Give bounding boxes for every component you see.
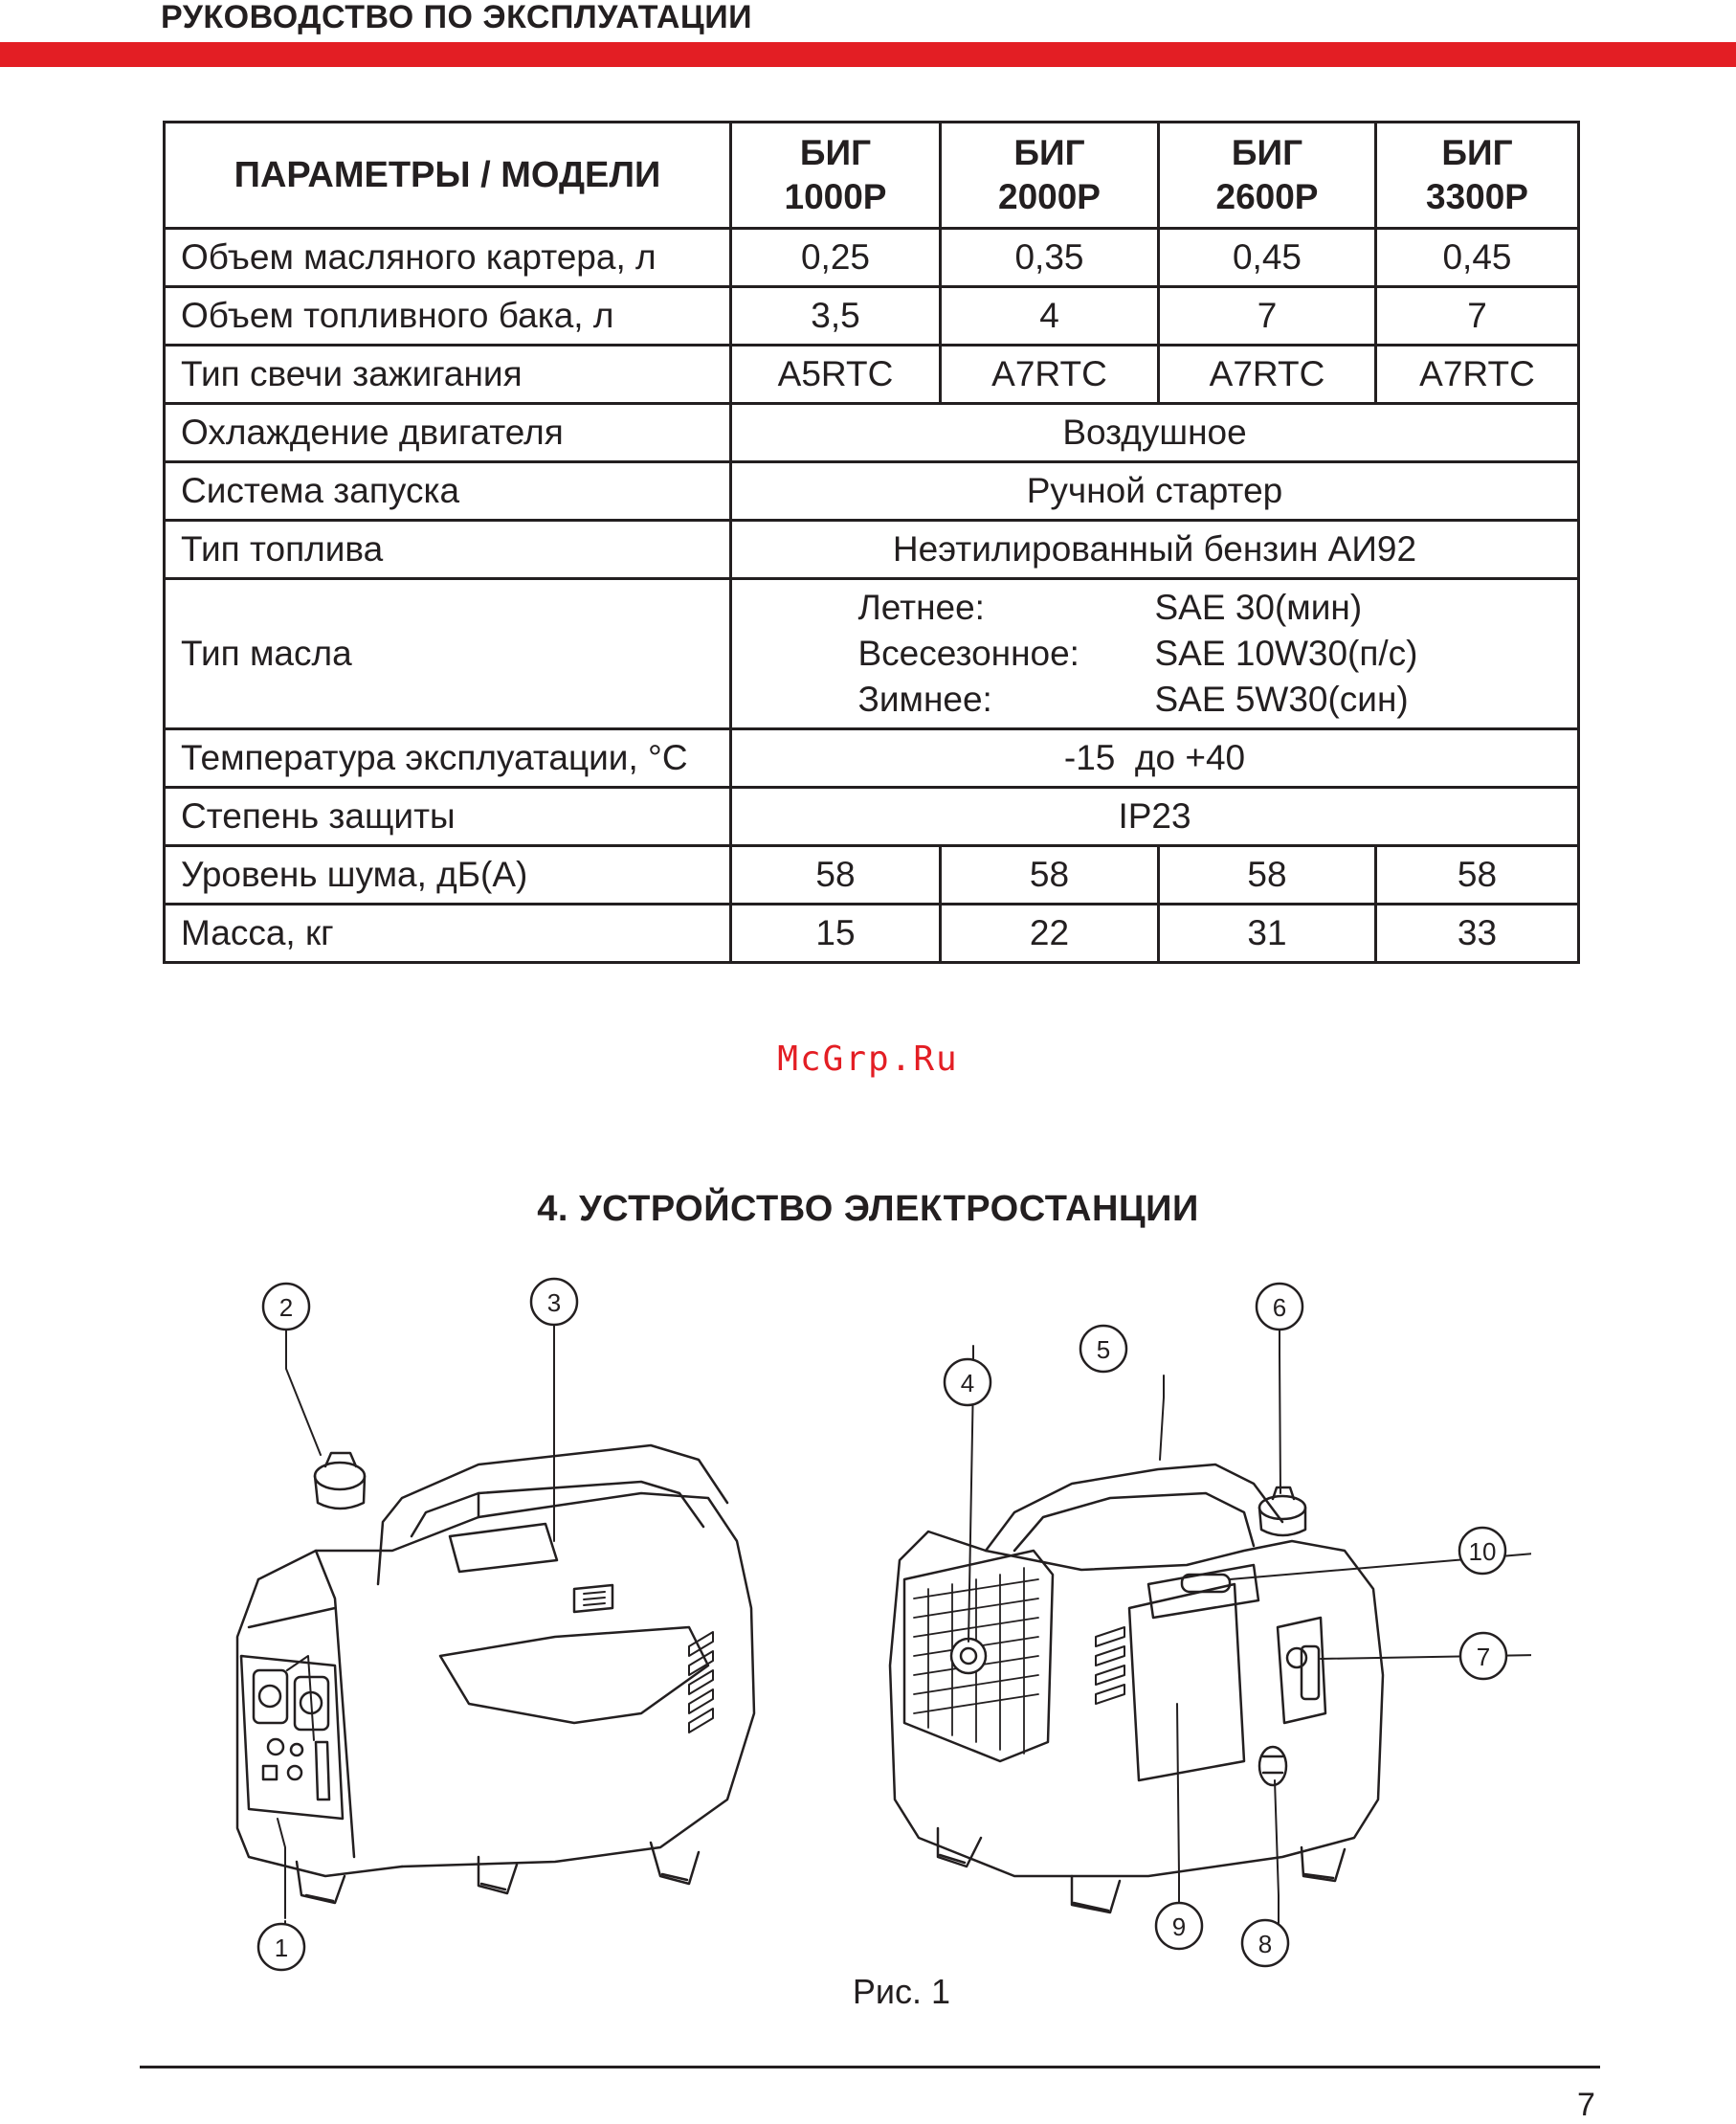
cell: 0,35 — [941, 229, 1159, 287]
oil-grade: SAE 30(мин) — [1154, 588, 1363, 627]
table-row — [165, 905, 1579, 963]
row-label: Тип масла — [165, 579, 731, 729]
row-label: Объем топливного бака, л — [165, 287, 731, 346]
callout-10 — [1459, 1528, 1505, 1574]
table-row — [165, 788, 1579, 846]
table-row — [165, 521, 1579, 579]
oil-season: Летнее: — [857, 588, 985, 627]
cell: A7RTC — [941, 346, 1159, 404]
svg-text:1: 1 — [274, 1934, 289, 1962]
cell: 0,45 — [1159, 229, 1376, 287]
row-label: Охлаждение двигателя — [165, 404, 731, 462]
cell: 3,5 — [731, 287, 941, 346]
cell: 4 — [941, 287, 1159, 346]
svg-text:8: 8 — [1257, 1930, 1273, 1958]
cell-merged: Воздушное — [731, 404, 1579, 462]
cell-merged: IP23 — [731, 788, 1579, 846]
table-row — [165, 579, 1579, 729]
callout-9 — [1156, 1903, 1202, 1949]
cell-merged: -15 до +40 — [731, 729, 1579, 788]
table-row — [165, 229, 1579, 287]
cell-merged: Ручной стартер — [731, 462, 1579, 521]
oil-season: Зимнее: — [857, 680, 992, 719]
svg-text:4: 4 — [960, 1369, 975, 1397]
header-model: БИГ 3300Р — [1376, 123, 1579, 229]
svg-text:5: 5 — [1096, 1335, 1111, 1364]
svg-text:10: 10 — [1468, 1537, 1497, 1566]
cell: A5RTC — [731, 346, 941, 404]
callout-2 — [263, 1284, 309, 1330]
row-label: Система запуска — [165, 462, 731, 521]
callout-1 — [258, 1924, 304, 1970]
table-row — [165, 729, 1579, 788]
oil-grade: SAE 5W30(син) — [1154, 680, 1409, 719]
table-row — [165, 462, 1579, 521]
footer-divider — [140, 2066, 1600, 2068]
table-header-row — [165, 123, 1579, 229]
row-label: Уровень шума, дБ(А) — [165, 846, 731, 905]
cell: 7 — [1376, 287, 1579, 346]
table-row — [165, 346, 1579, 404]
svg-text:7: 7 — [1476, 1643, 1491, 1671]
callout-3 — [531, 1279, 577, 1325]
table-row — [165, 404, 1579, 462]
svg-text:3: 3 — [546, 1288, 562, 1317]
header-model: БИГ 1000Р — [731, 123, 941, 229]
cell: 0,25 — [731, 229, 941, 287]
row-label: Тип свечи зажигания — [165, 346, 731, 404]
generator-right-drawing — [890, 1464, 1383, 1912]
generator-left-drawing — [237, 1445, 754, 1903]
callout-6 — [1257, 1284, 1302, 1330]
cell: 31 — [1159, 905, 1376, 963]
watermark: McGrp.Ru — [777, 1040, 959, 1079]
row-label: Тип топлива — [165, 521, 731, 579]
header-param: ПАРАМЕТРЫ / МОДЕЛИ — [165, 123, 731, 229]
cell-merged: Неэтилированный бензин АИ92 — [731, 521, 1579, 579]
cell: A7RTC — [1376, 346, 1579, 404]
cell: A7RTC — [1159, 346, 1376, 404]
svg-text:9: 9 — [1171, 1912, 1187, 1941]
callout-5 — [1080, 1326, 1126, 1372]
cell: 0,45 — [1376, 229, 1579, 287]
cell: 33 — [1376, 905, 1579, 963]
generator-figure — [191, 1263, 1531, 1972]
row-label: Объем масляного картера, л — [165, 229, 731, 287]
cell: 58 — [731, 846, 941, 905]
cell: 7 — [1159, 287, 1376, 346]
cell: 15 — [731, 905, 941, 963]
callout-4 — [945, 1359, 990, 1405]
header-title: РУКОВОДСТВО ПО ЭКСПЛУАТАЦИИ — [161, 0, 753, 35]
callout-7 — [1460, 1633, 1506, 1679]
svg-text:2: 2 — [278, 1293, 294, 1322]
section-title: 4. УСТРОЙСТВО ЭЛЕКТРОСТАНЦИИ — [537, 1189, 1199, 1229]
header-model: БИГ 2000Р — [941, 123, 1159, 229]
figure-caption: Рис. 1 — [852, 1972, 951, 2011]
cell: 22 — [941, 905, 1159, 963]
oil-types-cell — [731, 579, 1579, 729]
table-row — [165, 846, 1579, 905]
svg-text:6: 6 — [1272, 1293, 1287, 1322]
cell: 58 — [941, 846, 1159, 905]
spec-table — [163, 121, 1580, 964]
row-label: Масса, кг — [165, 905, 731, 963]
page-number: 7 — [1577, 2087, 1595, 2123]
oil-grade: SAE 10W30(п/с) — [1154, 634, 1418, 673]
cell: 58 — [1159, 846, 1376, 905]
row-label: Температура эксплуатации, °С — [165, 729, 731, 788]
row-label: Степень защиты — [165, 788, 731, 846]
cell: 58 — [1376, 846, 1579, 905]
table-row — [165, 287, 1579, 346]
callout-8 — [1242, 1920, 1288, 1966]
oil-season: Всесезонное: — [857, 634, 1079, 673]
header-model: БИГ 2600Р — [1159, 123, 1376, 229]
header-red-bar — [0, 42, 1736, 67]
